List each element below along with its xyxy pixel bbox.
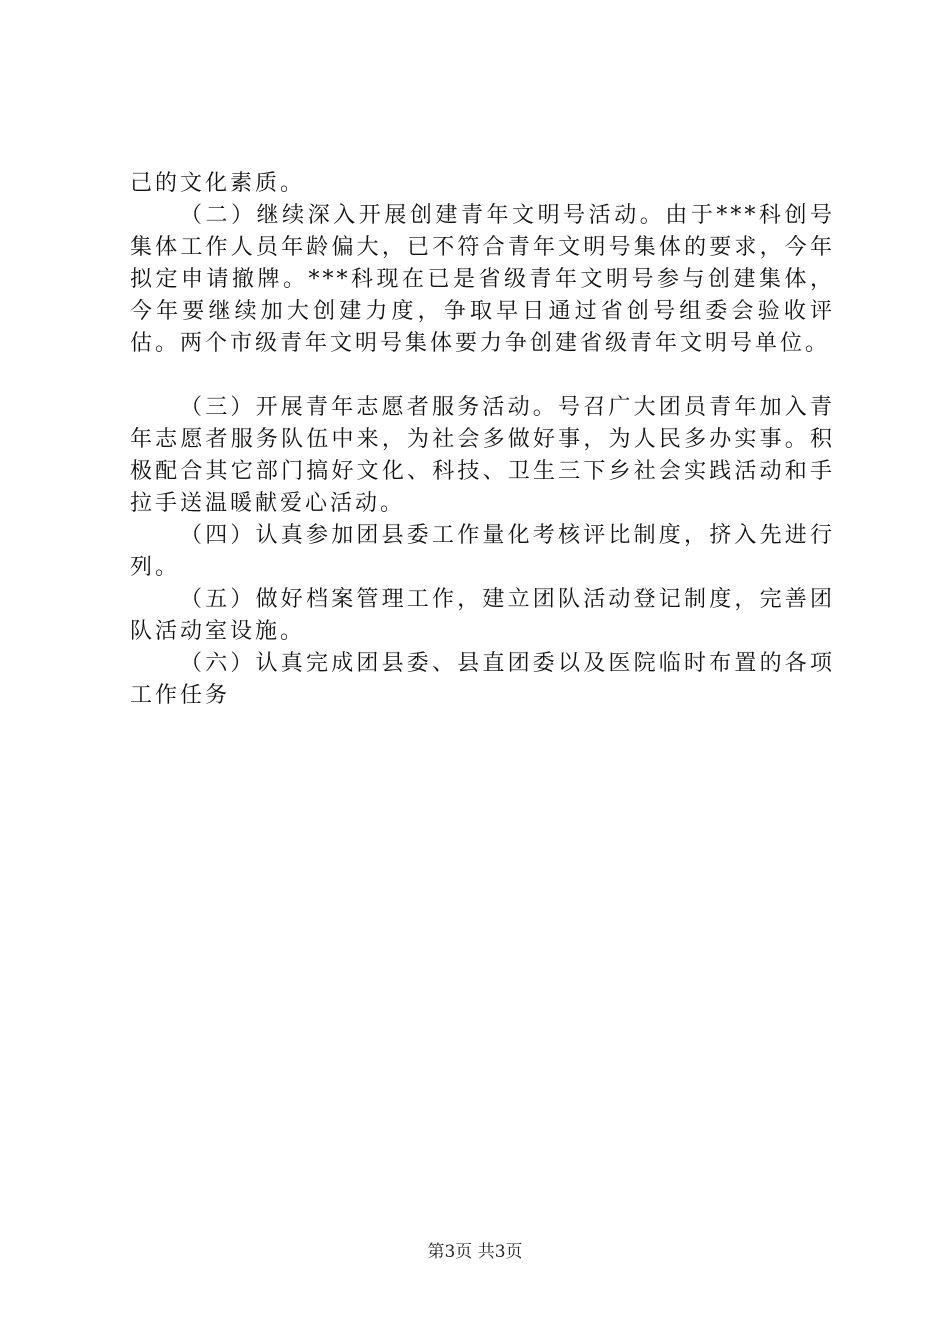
page-number: 第3页 共3页 [427,1242,523,1262]
paragraph-item-5: （五）做好档案管理工作，建立团队活动登记制度，完善团队活动室设施。 [130,587,835,644]
document-body [130,168,835,712]
paragraph-item-6: （六）认真完成团县委、县直团委以及医院临时布置的各项工作任务 [130,651,835,708]
page-footer [0,1240,950,1264]
paragraph-item-4: （四）认真参加团县委工作量化考核评比制度，挤入先进行列。 [130,523,835,580]
paragraph-item-2: （二）继续深入开展创建青年文明号活动。由于***科创号集体工作人员年龄偏大，已不符合青年文明号集体的要求，今年拟定申请撤牌。***科现在已是省级青年文明号参与创建集体，今年要继续加大创建力度，争取早日通过省创号组委会验收评估。两个市级青年文明号集体要力争创建省级青年文明号单位。 [130,203,835,356]
paragraph-continuation: 己的文化素质。 [130,171,306,196]
paragraph-item-3: （三）开展青年志愿者服务活动。号召广大团员青年加入青年志愿者服务队伍中来，为社会多做好事，为人民多办实事。积极配合其它部门搞好文化、科技、卫生三下乡社会实践活动和手拉手送温暖献爱心活动。 [130,395,835,516]
